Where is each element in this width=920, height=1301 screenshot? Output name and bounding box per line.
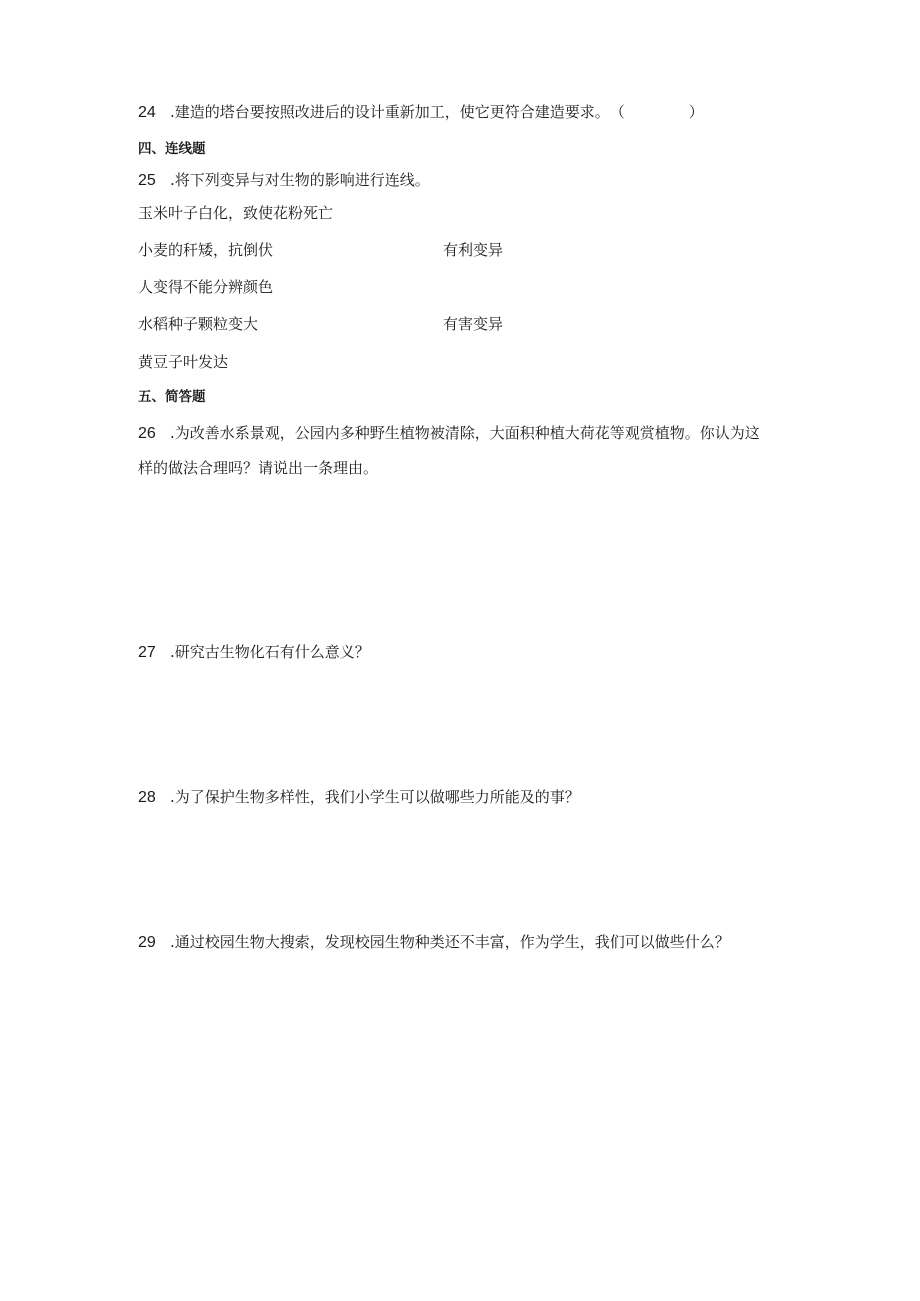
question-26-continued: 样的做法合理吗？请说出一条理由。 <box>138 459 379 477</box>
match-left-item[interactable]: 水稻种子颗粒变大 <box>138 315 259 333</box>
question-text: .通过校园生物大搜索，发现校园生物种类还不丰富，作为学生，我们可以做些什么？ <box>170 933 730 951</box>
answer-paren-open: （ <box>609 103 625 121</box>
question-number: 29 <box>138 934 156 951</box>
question-24 <box>138 102 704 123</box>
question-number: 27 <box>138 644 156 661</box>
match-left-item[interactable]: 小麦的秆矮，抗倒伏 <box>138 241 274 259</box>
match-right-item[interactable]: 有害变异 <box>443 315 504 333</box>
question-26 <box>138 423 760 444</box>
question-text: .研究古生物化石有什么意义？ <box>170 643 370 661</box>
question-number: 25 <box>138 172 156 189</box>
question-29 <box>138 932 730 953</box>
section-title-matching: 四、连线题 <box>138 141 206 157</box>
answer-paren-close: ） <box>688 103 704 121</box>
question-text: .为了保护生物多样性，我们小学生可以做哪些力所能及的事？ <box>170 788 580 806</box>
match-right-item[interactable]: 有利变异 <box>443 241 504 259</box>
question-number: 28 <box>138 789 156 806</box>
section-title-short-answer: 五、简答题 <box>138 389 206 405</box>
question-28 <box>138 787 580 808</box>
question-text: .将下列变异与对生物的影响进行连线。 <box>170 171 430 189</box>
question-text: .建造的塔台要按照改进后的设计重新加工，使它更符合建造要求。 <box>170 103 610 121</box>
question-number: 24 <box>138 104 156 121</box>
question-number: 26 <box>138 425 156 442</box>
question-25 <box>138 170 430 191</box>
question-27 <box>138 642 370 663</box>
question-text: .为改善水系景观，公园内多种野生植物被清除，大面积种植大荷花等观赏植物。你认为这 <box>170 424 760 442</box>
match-left-item[interactable]: 玉米叶子白化，致使花粉死亡 <box>138 204 334 222</box>
match-left-item[interactable]: 黄豆子叶发达 <box>138 353 229 371</box>
match-left-item[interactable]: 人变得不能分辨颜色 <box>138 278 274 296</box>
